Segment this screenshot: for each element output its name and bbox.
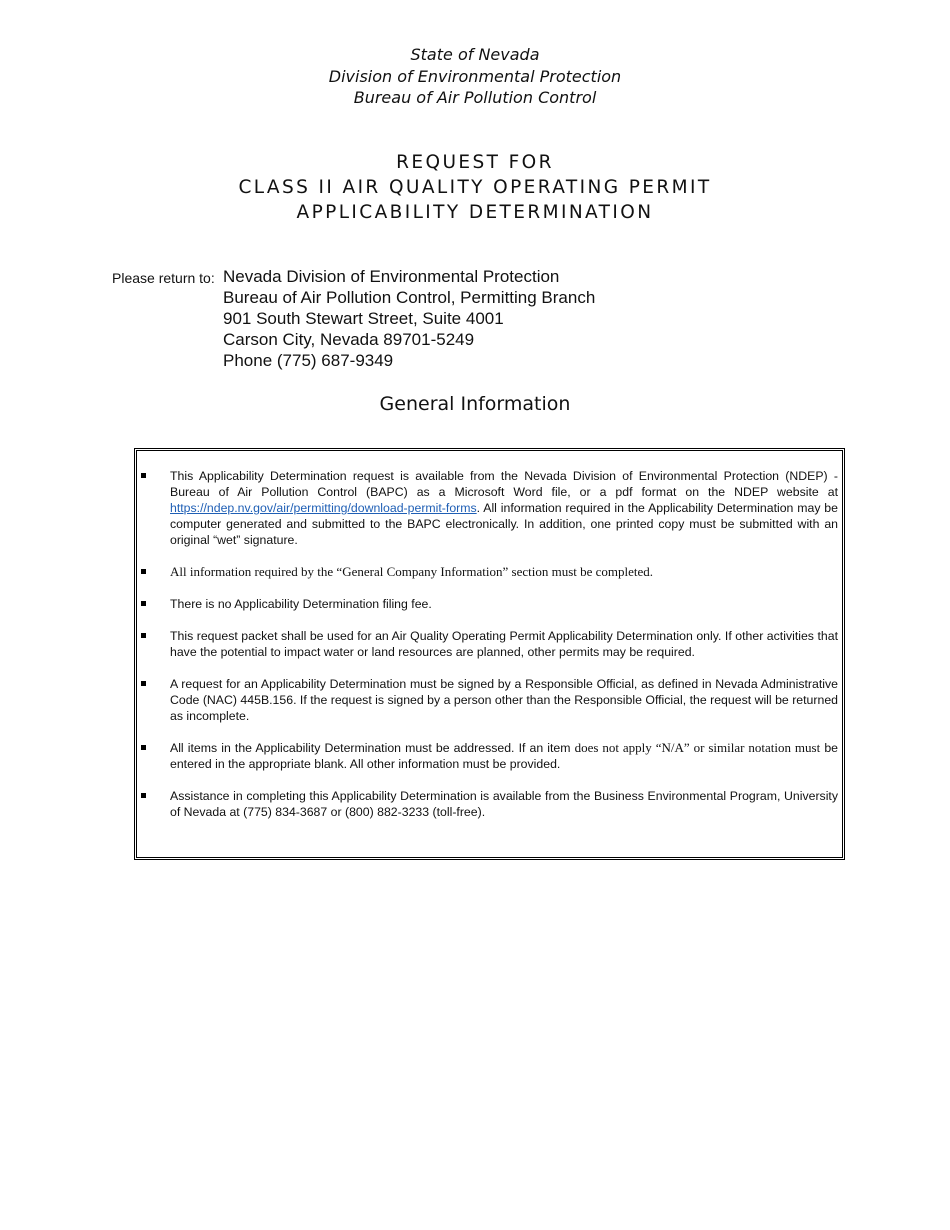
bullet-icon <box>141 569 146 574</box>
information-list <box>141 468 838 836</box>
address-line-2: Bureau of Air Pollution Control, Permitting Branch <box>223 288 596 307</box>
bullet-icon <box>141 601 146 606</box>
state-name: State of Nevada <box>410 45 540 64</box>
address-phone: Phone (775) 687-9349 <box>223 351 394 370</box>
bullet-icon <box>141 633 146 638</box>
address-line-3: 901 South Stewart Street, Suite 4001 <box>223 309 504 328</box>
list-item <box>141 628 838 660</box>
title-line-3: APPLICABILITY DETERMINATION <box>296 202 654 223</box>
return-label: Please return to: <box>112 270 215 286</box>
list-item <box>141 740 838 772</box>
title-line-2: CLASS II AIR QUALITY OPERATING PERMIT <box>238 177 712 198</box>
bullet-text: All information required by the “General Company Information” section must be completed. <box>170 564 654 579</box>
bullet-text: This Applicability Determination request is available from the Nevada Division of Environmental Protection (NDEP) - Bureau of Air Pollution Control (BAPC) as a Microsoft Word file, or a pdf format on the NDEP website at <box>170 469 838 499</box>
bullet-text: Assistance in completing this Applicability Determination is available from the Business Environmental Program, University of Nevada at (775) 834-3687 or (800) 882-3233 (toll-free). <box>170 789 838 819</box>
bullet-icon <box>141 793 146 798</box>
bureau-name: Bureau of Air Pollution Control <box>353 88 597 107</box>
division-name: Division of Environmental Protection <box>328 66 622 86</box>
bullet-text: A request for an Applicability Determination must be signed by a Responsible Official, as defined in Nevada Administrative Code (NAC) 445B.156. If the request is signed by a person other than the Responsible Official, the request will be returned as incomplete. <box>170 677 838 723</box>
permit-forms-link[interactable]: https://ndep.nv.gov/air/permitting/download-permit-forms <box>170 501 477 515</box>
address-line-1: Nevada Division of Environmental Protection <box>223 267 560 286</box>
list-item <box>141 676 838 724</box>
agency-header <box>0 44 950 109</box>
bullet-text: does not apply “N/A” or similar notation must <box>574 740 821 755</box>
bullet-icon <box>141 745 146 750</box>
list-item <box>141 468 838 548</box>
general-information-box <box>134 448 845 860</box>
bullet-text: . All information required in the Applicability Determination may be computer generated and submitted to the BAPC electronically. In addition, one printed copy must be submitted with an original “wet” signature. <box>170 501 838 547</box>
document-title <box>0 150 950 225</box>
list-item <box>141 788 838 820</box>
section-heading: General Information <box>379 393 571 415</box>
bullet-text: All items in the Applicability Determination must be addressed. If an item <box>170 741 575 755</box>
bullet-icon <box>141 681 146 686</box>
address-line-4: Carson City, Nevada 89701-5249 <box>223 330 475 349</box>
list-item <box>141 596 838 612</box>
bullet-text: This request packet shall be used for an Air Quality Operating Permit Applicability Determination only. If other activities that have the potential to impact water or land resources are planned, other permits may be required. <box>170 629 838 659</box>
bullet-text: There is no Applicability Determination filing fee. <box>170 597 432 611</box>
return-address <box>223 266 595 371</box>
bullet-icon <box>141 473 146 478</box>
bullet-text: be entered in the appropriate blank. All other information must be provided. <box>170 741 838 771</box>
list-item <box>141 564 838 580</box>
title-line-1: REQUEST FOR <box>396 152 554 173</box>
